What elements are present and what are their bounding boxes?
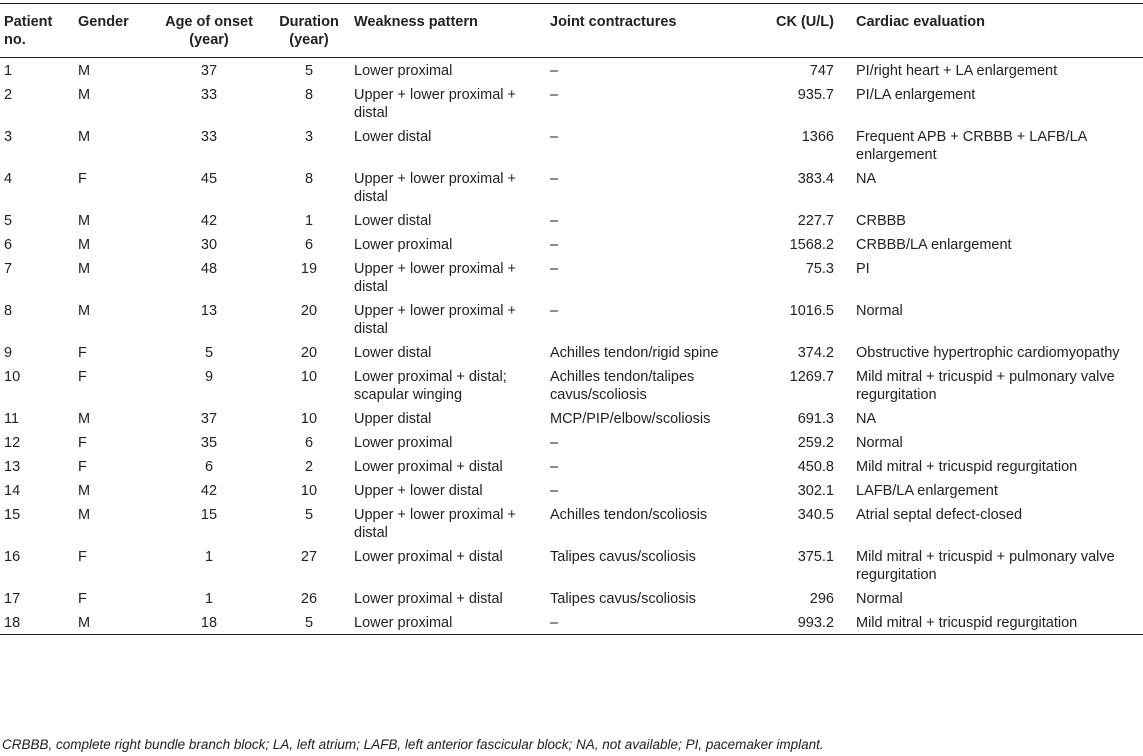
cell-cardiac-evaluation: NA [856,171,877,187]
cell-age-of-onset: 45 [200,171,218,187]
cell-joint-contractures: – [550,129,559,145]
table-row [0,610,1143,635]
cell-cardiac-evaluation: Frequent APB + CRBBB + LAFB/LA enlargement [856,129,1087,163]
cell-ck: 747 [809,63,834,79]
cell-age-of-onset: 5 [204,345,214,361]
cell-cardiac-evaluation: PI [856,261,870,277]
cell-age-of-onset: 37 [200,63,218,79]
header-row [0,4,1143,58]
cell-gender: F [78,435,87,451]
header-age-of-onset: Age of onset (year) [165,14,253,48]
cell-age-of-onset: 1 [204,549,214,565]
cell-joint-contractures: – [550,615,559,631]
cell-weakness-pattern: Upper distal [354,411,432,427]
cell-cardiac-evaluation: CRBBB/LA enlargement [856,237,1012,253]
cell-duration: 3 [304,129,314,145]
cell-weakness-pattern: Upper + lower proximal + distal [354,261,516,295]
cell-cardiac-evaluation: Mild mitral + tricuspid + pulmonary valve regurgitation [856,369,1115,403]
cell-joint-contractures: Achilles tendon/scoliosis [550,507,708,523]
table-row [0,478,1143,502]
header-patient-no: Patient no. [4,14,53,48]
cell-cardiac-evaluation: Mild mitral + tricuspid + pulmonary valve regurgitation [856,549,1115,583]
cell-age-of-onset: 9 [204,369,214,385]
cell-joint-contractures: – [550,171,559,187]
table-row [0,454,1143,478]
cell-duration: 20 [300,345,318,361]
cell-patient-no: 16 [4,549,21,565]
cell-gender: M [78,87,91,103]
cell-duration: 27 [300,549,318,565]
cell-duration: 10 [300,411,318,427]
table-row [0,298,1143,340]
header-ck: CK (U/L) [776,14,834,30]
cell-joint-contractures: – [550,63,559,79]
cell-duration: 8 [304,171,314,187]
cell-joint-contractures: – [550,213,559,229]
cell-ck: 374.2 [797,345,834,361]
cell-patient-no: 10 [4,369,21,385]
cell-gender: M [78,303,91,319]
cell-joint-contractures: Talipes cavus/scoliosis [550,549,696,565]
cell-age-of-onset: 33 [200,129,218,145]
table-footnote: CRBBB, complete right bundle branch block; LA, left atrium; LAFB, left anterior fascicular block; NA, not available; PI, pacemaker implant. [2,737,824,752]
cell-gender: F [78,459,87,475]
cell-joint-contractures: Talipes cavus/scoliosis [550,591,696,607]
cell-gender: M [78,483,91,499]
cell-duration: 19 [300,261,318,277]
table-row [0,208,1143,232]
cell-duration: 1 [304,213,314,229]
cell-duration: 8 [304,87,314,103]
cell-cardiac-evaluation: NA [856,411,877,427]
cell-duration: 10 [300,483,318,499]
cell-cardiac-evaluation: LAFB/LA enlargement [856,483,998,499]
cell-joint-contractures: – [550,303,559,319]
cell-ck: 302.1 [797,483,834,499]
cell-weakness-pattern: Upper + lower proximal + distal [354,303,516,337]
cell-gender: M [78,507,91,523]
header-joint-contractures: Joint contractures [550,14,677,30]
patient-table [0,3,1143,635]
cell-patient-no: 13 [4,459,21,475]
table-row [0,430,1143,454]
cell-patient-no: 18 [4,615,21,631]
table-row [0,256,1143,298]
cell-age-of-onset: 37 [200,411,218,427]
cell-weakness-pattern: Lower distal [354,213,432,229]
header-duration: Duration (year) [279,14,339,48]
table-row [0,232,1143,256]
cell-age-of-onset: 42 [200,483,218,499]
cell-weakness-pattern: Lower proximal [354,435,453,451]
cell-joint-contractures: – [550,261,559,277]
cell-weakness-pattern: Lower proximal + distal [354,549,503,565]
cell-joint-contractures: – [550,459,559,475]
cell-cardiac-evaluation: Normal [856,435,903,451]
cell-ck: 450.8 [797,459,834,475]
cell-patient-no: 15 [4,507,21,523]
cell-patient-no: 2 [4,87,13,103]
cell-patient-no: 12 [4,435,21,451]
cell-duration: 10 [300,369,318,385]
cell-ck: 935.7 [797,87,834,103]
cell-ck: 340.5 [797,507,834,523]
cell-weakness-pattern: Lower proximal [354,63,453,79]
table-row [0,502,1143,544]
cell-weakness-pattern: Lower distal [354,345,432,361]
cell-gender: F [78,345,87,361]
cell-ck: 993.2 [797,615,834,631]
cell-cardiac-evaluation: PI/right heart + LA enlargement [856,63,1058,79]
table-body [0,58,1143,635]
cell-gender: M [78,261,91,277]
table-row [0,124,1143,166]
cell-weakness-pattern: Lower distal [354,129,432,145]
cell-patient-no: 8 [4,303,13,319]
cell-ck: 1366 [801,129,834,145]
cell-patient-no: 9 [4,345,13,361]
cell-ck: 227.7 [797,213,834,229]
cell-ck: 691.3 [797,411,834,427]
table-row [0,340,1143,364]
cell-age-of-onset: 18 [200,615,218,631]
cell-joint-contractures: – [550,87,559,103]
cell-weakness-pattern: Upper + lower proximal + distal [354,171,516,205]
cell-patient-no: 3 [4,129,13,145]
cell-duration: 26 [300,591,318,607]
cell-duration: 6 [304,435,314,451]
cell-ck: 75.3 [805,261,834,277]
cell-age-of-onset: 30 [200,237,218,253]
cell-weakness-pattern: Upper + lower proximal + distal [354,507,516,541]
cell-gender: M [78,411,91,427]
cell-patient-no: 17 [4,591,21,607]
cell-joint-contractures: – [550,483,559,499]
table-row [0,406,1143,430]
cell-age-of-onset: 6 [204,459,214,475]
cell-duration: 20 [300,303,318,319]
cell-joint-contractures: – [550,237,559,253]
cell-gender: F [78,549,87,565]
header-gender: Gender [78,14,129,30]
cell-patient-no: 5 [4,213,13,229]
cell-cardiac-evaluation: Atrial septal defect-closed [856,507,1023,523]
cell-ck: 1016.5 [789,303,834,319]
cell-gender: F [78,591,87,607]
cell-patient-no: 11 [4,411,20,427]
cell-patient-no: 1 [4,63,13,79]
cell-ck: 1269.7 [789,369,834,385]
cell-weakness-pattern: Lower proximal [354,615,453,631]
cell-cardiac-evaluation: Obstructive hypertrophic cardiomyopathy [856,345,1120,361]
cell-gender: F [78,171,87,187]
cell-duration: 5 [304,615,314,631]
cell-weakness-pattern: Lower proximal + distal [354,591,503,607]
cell-ck: 383.4 [797,171,834,187]
cell-weakness-pattern: Lower proximal [354,237,453,253]
cell-gender: M [78,129,91,145]
cell-ck: 375.1 [797,549,834,565]
cell-ck: 296 [809,591,834,607]
cell-age-of-onset: 33 [200,87,218,103]
cell-cardiac-evaluation: Mild mitral + tricuspid regurgitation [856,459,1078,475]
cell-duration: 5 [304,507,314,523]
table-row [0,544,1143,586]
cell-weakness-pattern: Upper + lower distal [354,483,483,499]
table-row [0,82,1143,124]
table-row [0,586,1143,610]
cell-cardiac-evaluation: CRBBB [856,213,906,229]
cell-joint-contractures: MCP/PIP/elbow/scoliosis [550,411,711,427]
cell-duration: 5 [304,63,314,79]
cell-joint-contractures: Achilles tendon/talipes cavus/scoliosis [550,369,695,403]
table-row [0,364,1143,406]
cell-cardiac-evaluation: Normal [856,591,903,607]
cell-age-of-onset: 48 [200,261,218,277]
cell-weakness-pattern: Upper + lower proximal + distal [354,87,516,121]
cell-duration: 6 [304,237,314,253]
cell-age-of-onset: 13 [200,303,218,319]
cell-cardiac-evaluation: Normal [856,303,903,319]
table-header [0,4,1143,58]
cell-gender: M [78,63,91,79]
cell-weakness-pattern: Lower proximal + distal; scapular winging [354,369,507,403]
cell-weakness-pattern: Lower proximal + distal [354,459,503,475]
cell-gender: F [78,369,87,385]
cell-ck: 259.2 [797,435,834,451]
cell-age-of-onset: 35 [200,435,218,451]
cell-joint-contractures: Achilles tendon/rigid spine [550,345,719,361]
cell-cardiac-evaluation: PI/LA enlargement [856,87,976,103]
cell-patient-no: 6 [4,237,13,253]
cell-age-of-onset: 42 [200,213,218,229]
header-cardiac-evaluation: Cardiac evaluation [856,14,985,30]
cell-patient-no: 7 [4,261,13,277]
cell-duration: 2 [304,459,314,475]
cell-ck: 1568.2 [789,237,834,253]
table-row [0,166,1143,208]
cell-age-of-onset: 1 [204,591,214,607]
cell-gender: M [78,213,91,229]
cell-cardiac-evaluation: Mild mitral + tricuspid regurgitation [856,615,1078,631]
cell-patient-no: 14 [4,483,21,499]
header-weakness-pattern: Weakness pattern [354,14,478,30]
cell-gender: M [78,615,91,631]
cell-age-of-onset: 15 [200,507,218,523]
cell-joint-contractures: – [550,435,559,451]
table-row [0,58,1143,83]
cell-patient-no: 4 [4,171,13,187]
cell-gender: M [78,237,91,253]
